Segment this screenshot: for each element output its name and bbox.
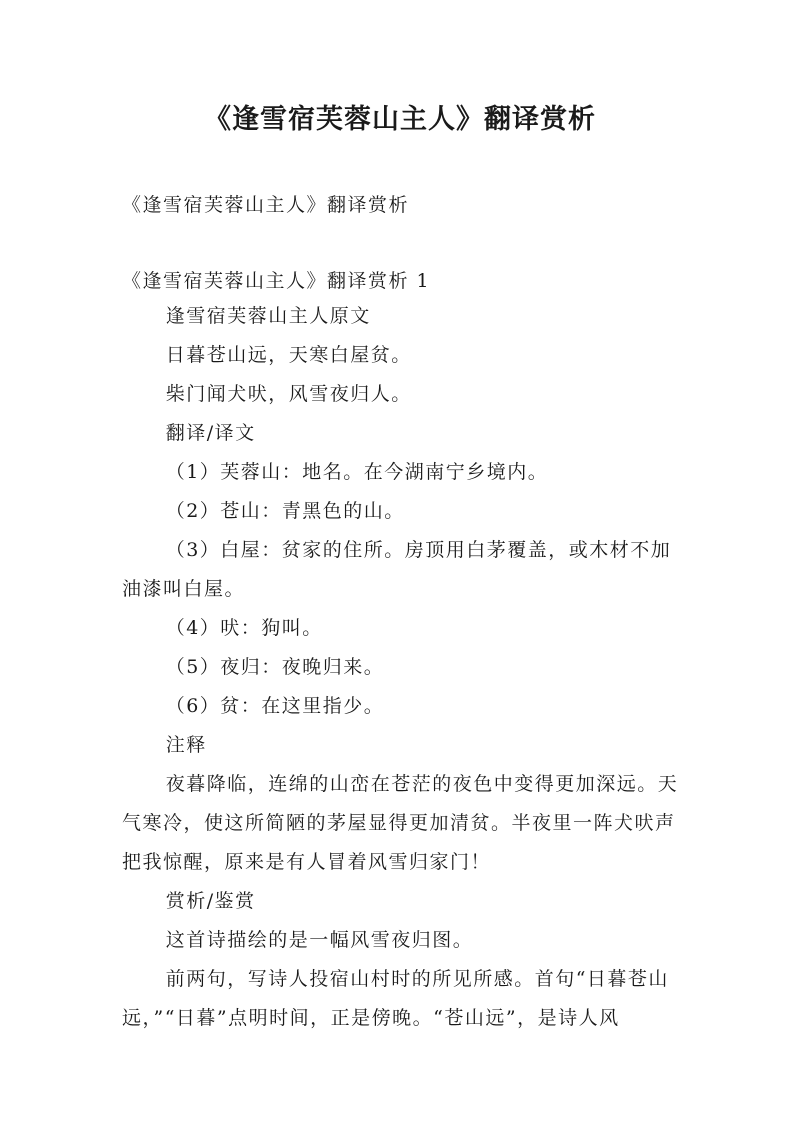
paragraph-original-heading: 逢雪宿芙蓉山主人原文: [165, 305, 371, 327]
section-heading: 《逢雪宿芙蓉山主人》翻译赏析 1: [122, 270, 431, 292]
paragraph-appreciation-1: 这首诗描绘的是一幅风雪夜归图。: [165, 929, 474, 951]
paragraph-note-3: （3）白屋：贫家的住所。房顶用白茅覆盖，或木材不加油漆叫白屋。: [122, 539, 672, 600]
paragraph-note-4: （4）吠：狗叫。: [165, 617, 323, 639]
paragraph-note-2: （2）苍山：青黑色的山。: [165, 500, 405, 522]
document-subtitle: 《逢雪宿芙蓉山主人》翻译赏析: [122, 194, 410, 216]
paragraph-appreciation-2: 前两句，写诗人投宿山村时的所见所感。首句“日暮苍山远，”“日暮”点明时间，正是傍晚。“苍山远”，是诗人风: [122, 968, 669, 1029]
document-title: 《逢雪宿芙蓉山主人》翻译赏析: [204, 104, 596, 135]
paragraph-note-5: （5）夜归：夜晚归来。: [165, 656, 385, 678]
paragraph-note-1: （1）芙蓉山：地名。在今湖南宁乡境内。: [165, 461, 549, 483]
paragraph-note-6: （6）贫：在这里指少。: [165, 695, 385, 717]
paragraph-annotation-text: 夜暮降临，连绵的山峦在苍茫的夜色中变得更加深远。天气寒冷，使这所简陋的茅屋显得更加清贫。半夜里一阵犬吠声把我惊醒，原来是有人冒着风雪归家门！: [122, 773, 679, 873]
paragraph-translation-heading: 翻译/译文: [165, 422, 256, 444]
document-body: [122, 297, 690, 1038]
paragraph-annotation-heading: 注释: [165, 734, 207, 756]
paragraph-poem-line-1: 日暮苍山远，天寒白屋贫。: [165, 344, 412, 366]
paragraph-poem-line-2: 柴门闻犬吠，风雪夜归人。: [165, 383, 412, 405]
paragraph-appreciation-heading: 赏析/鉴赏: [165, 890, 256, 912]
